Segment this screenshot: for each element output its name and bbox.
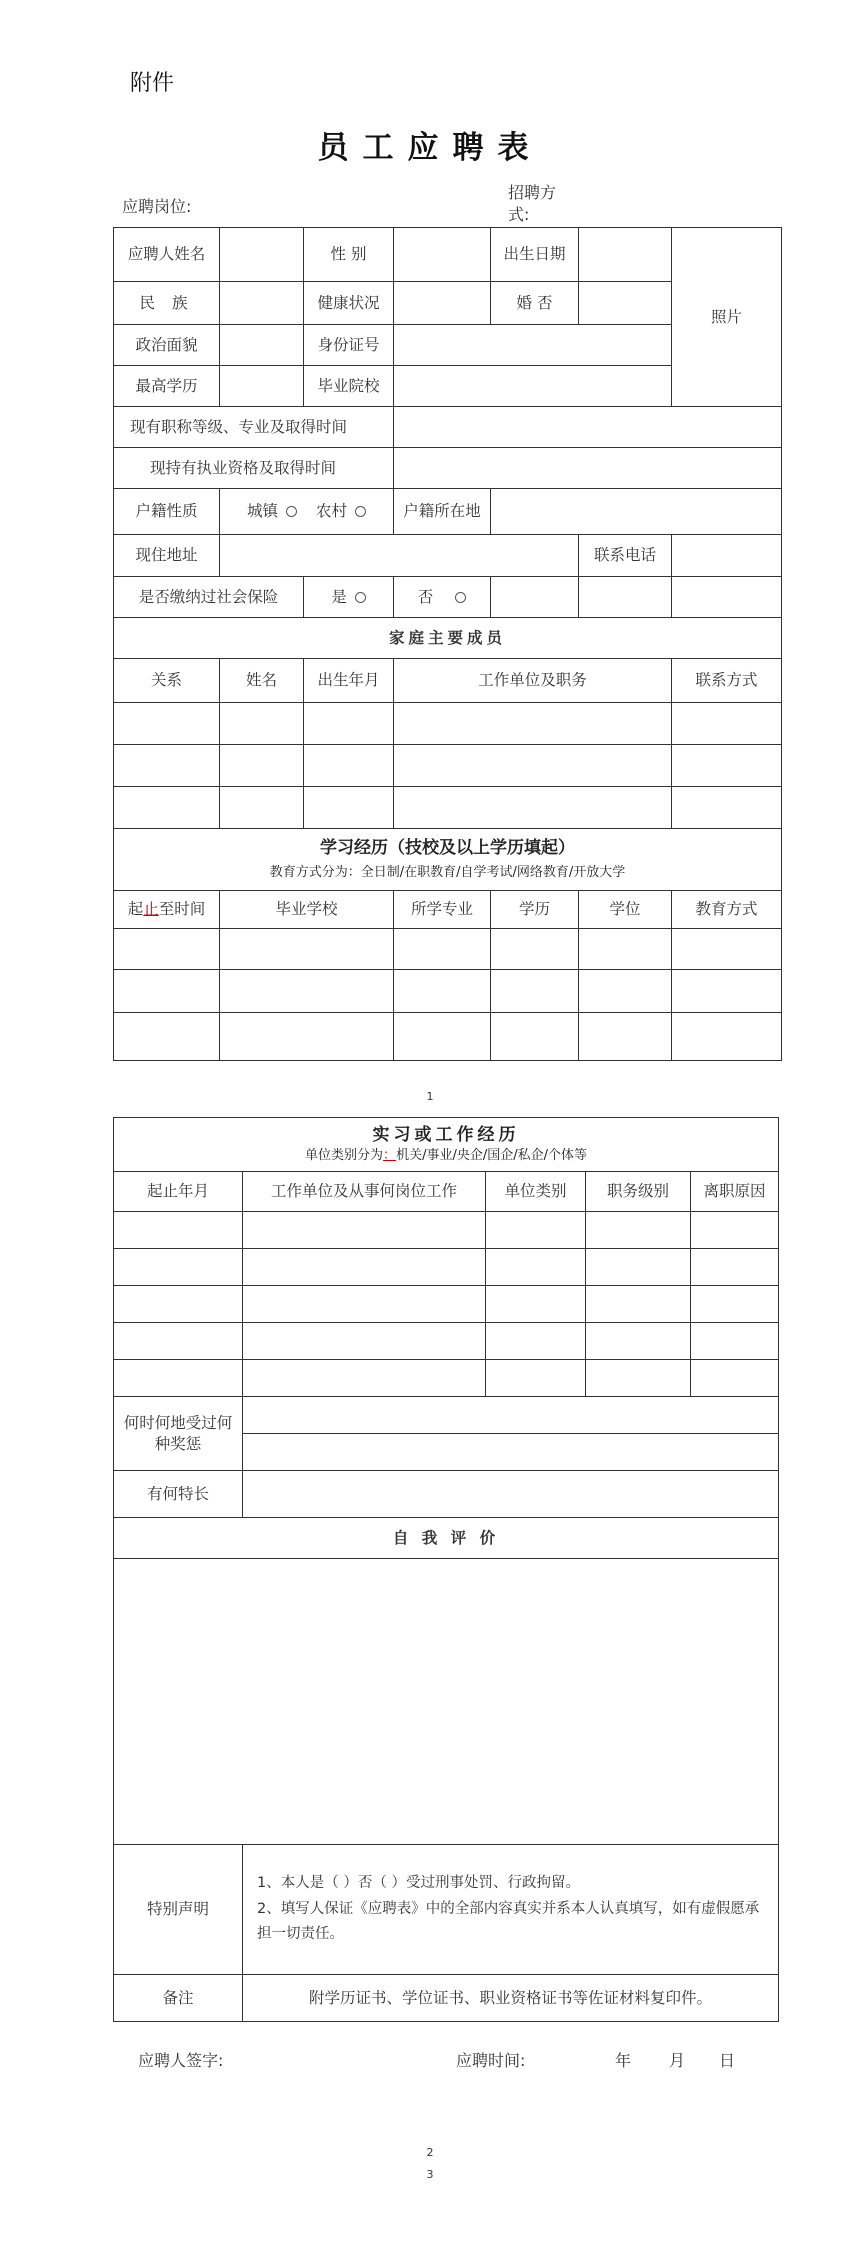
specialty-label: 有何特长 [114,1471,243,1518]
work-row [114,1249,779,1286]
work-subtitle-c: 机关/事业/央企/国企/私企/个体等 [396,1148,587,1164]
application-date-label: 应聘时间: [456,2051,526,2070]
work-subtitle-a: 单位类别分为 [305,1148,384,1164]
hukou-location-field[interactable] [491,489,782,535]
work-row [114,1212,779,1249]
education-field[interactable] [220,366,304,407]
photo-box[interactable]: 照片 [672,228,782,407]
awards-field-1[interactable] [243,1397,779,1434]
application-form-page1 [113,227,782,1061]
family-col-employer: 工作单位及职务 [394,659,672,703]
family-col-contact: 联系方式 [672,659,782,703]
study-col-degree: 学位 [579,891,672,929]
insurance-no-label: 否 [417,587,434,606]
birthdate-label: 出生日期 [491,228,579,282]
work-section-header [114,1118,779,1172]
recruit-method-label: 招聘方式: [508,183,557,224]
family-col-relation: 关系 [114,659,220,703]
page-number-1: 1 [426,1090,434,1103]
date-day-label: 日 [719,2051,736,2070]
work-section-subtitle [118,1148,774,1165]
work-col-employer: 工作单位及从事何岗位工作 [243,1172,486,1212]
declaration-line-1: 1、本人是（ ）否（ ）受过刑事处罚、行政拘留。 [257,1875,580,1892]
self-evaluation-field[interactable] [114,1559,779,1845]
hukou-type-options [220,489,394,535]
study-col-degree-level: 学历 [491,891,579,929]
work-subtitle-b: ： [383,1148,397,1164]
family-col-name: 姓名 [220,659,304,703]
study-col-period-b: 止 [143,900,159,919]
insurance-extra-2[interactable] [579,577,672,618]
study-col-period-c: 至时间 [158,900,206,919]
signature-label: 应聘人签字: [138,2051,224,2070]
work-row [114,1286,779,1323]
work-col-reason: 离职原因 [691,1172,779,1212]
rural-radio-icon[interactable] [355,506,366,517]
work-col-period: 起止年月 [114,1172,243,1212]
declaration-label: 特别声明 [114,1845,243,1975]
professional-title-label: 现有职称等级、专业及取得时间 [114,407,394,448]
marital-field[interactable] [579,282,672,325]
birthdate-field[interactable] [579,228,672,282]
insurance-yes-option [304,577,394,618]
applicant-name-field[interactable] [220,228,304,282]
family-row [114,703,782,745]
gender-field[interactable] [394,228,491,282]
graduate-school-label: 毕业院校 [304,366,394,407]
political-status-label: 政治面貌 [114,325,220,366]
position-label: 应聘岗位: [122,197,192,216]
specialty-field[interactable] [243,1471,779,1518]
date-year-label: 年 [615,2051,632,2070]
declaration-text [243,1845,779,1975]
town-radio-icon[interactable] [286,506,297,517]
id-number-field[interactable] [394,325,672,366]
family-section-title: 家庭主要成员 [114,618,782,659]
study-row [114,929,782,970]
work-row [114,1360,779,1397]
attachment-label: 附件 [130,71,175,96]
study-col-mode: 教育方式 [672,891,782,929]
study-section-subtitle: 教育方式分为：全日制/在职教育/自学考试/网络教育/开放大学 [269,865,626,881]
address-field[interactable] [220,535,579,577]
applicant-name-label: 应聘人姓名 [114,228,220,282]
work-section-title: 实习或工作经历 [372,1125,520,1145]
insurance-yes-label: 是 [331,587,347,606]
page-number-2: 2 [426,2146,434,2159]
phone-field[interactable] [672,535,782,577]
ethnicity-field[interactable] [220,282,304,325]
self-evaluation-title: 自 我 评 价 [114,1518,779,1559]
ethnicity-label: 民 族 [114,282,220,325]
hukou-type-label: 户籍性质 [114,489,220,535]
family-row [114,745,782,787]
work-row [114,1323,779,1360]
page-number-3: 3 [426,2168,434,2181]
graduate-school-field[interactable] [394,366,672,407]
political-status-field[interactable] [220,325,304,366]
study-col-period-a: 起 [127,900,144,919]
remark-text: 附学历证书、学位证书、职业资格证书等佐证材料复印件。 [243,1975,779,2022]
education-label: 最高学历 [114,366,220,407]
insurance-no-radio-icon[interactable] [455,592,466,603]
phone-label: 联系电话 [579,535,672,577]
insurance-label: 是否缴纳过社会保险 [114,577,304,618]
health-label: 健康状况 [304,282,394,325]
family-col-birth: 出生年月 [304,659,394,703]
hukou-location-label: 户籍所在地 [394,489,491,535]
marital-label: 婚 否 [491,282,579,325]
study-section-title: 学习经历（技校及以上学历填起） [320,838,575,858]
professional-title-field[interactable] [394,407,782,448]
insurance-no-option [394,577,491,618]
study-col-school: 毕业学校 [220,891,394,929]
insurance-extra-1[interactable] [491,577,579,618]
declaration-line-2: 2、填写人保证《应聘表》中的全部内容真实并系本人认真填写，如有虚假愿承担一切责任。 [257,1900,760,1943]
rural-option-label: 农村 [315,502,347,521]
study-row [114,970,782,1013]
qualification-field[interactable] [394,448,782,489]
application-form-page2 [113,1117,779,2022]
insurance-extra-3[interactable] [672,577,782,618]
remark-label: 备注 [114,1975,243,2022]
awards-field-2[interactable] [243,1434,779,1471]
qualification-label: 现持有执业资格及取得时间 [114,448,394,489]
awards-label: 何时何地受过何种奖惩 [114,1397,243,1471]
gender-label: 性 别 [304,228,394,282]
family-row [114,787,782,829]
study-section-header [114,829,782,891]
address-label: 现住地址 [114,535,220,577]
work-col-type: 单位类别 [486,1172,586,1212]
study-row [114,1013,782,1061]
work-col-rank: 职务级别 [586,1172,691,1212]
study-col-period [114,891,220,929]
study-col-major: 所学专业 [394,891,491,929]
insurance-yes-radio-icon[interactable] [355,592,366,603]
id-number-label: 身份证号 [304,325,394,366]
form-title: 员工应聘表 [317,130,543,166]
town-option-label: 城镇 [247,502,279,521]
date-month-label: 月 [669,2051,686,2070]
health-field[interactable] [394,282,491,325]
